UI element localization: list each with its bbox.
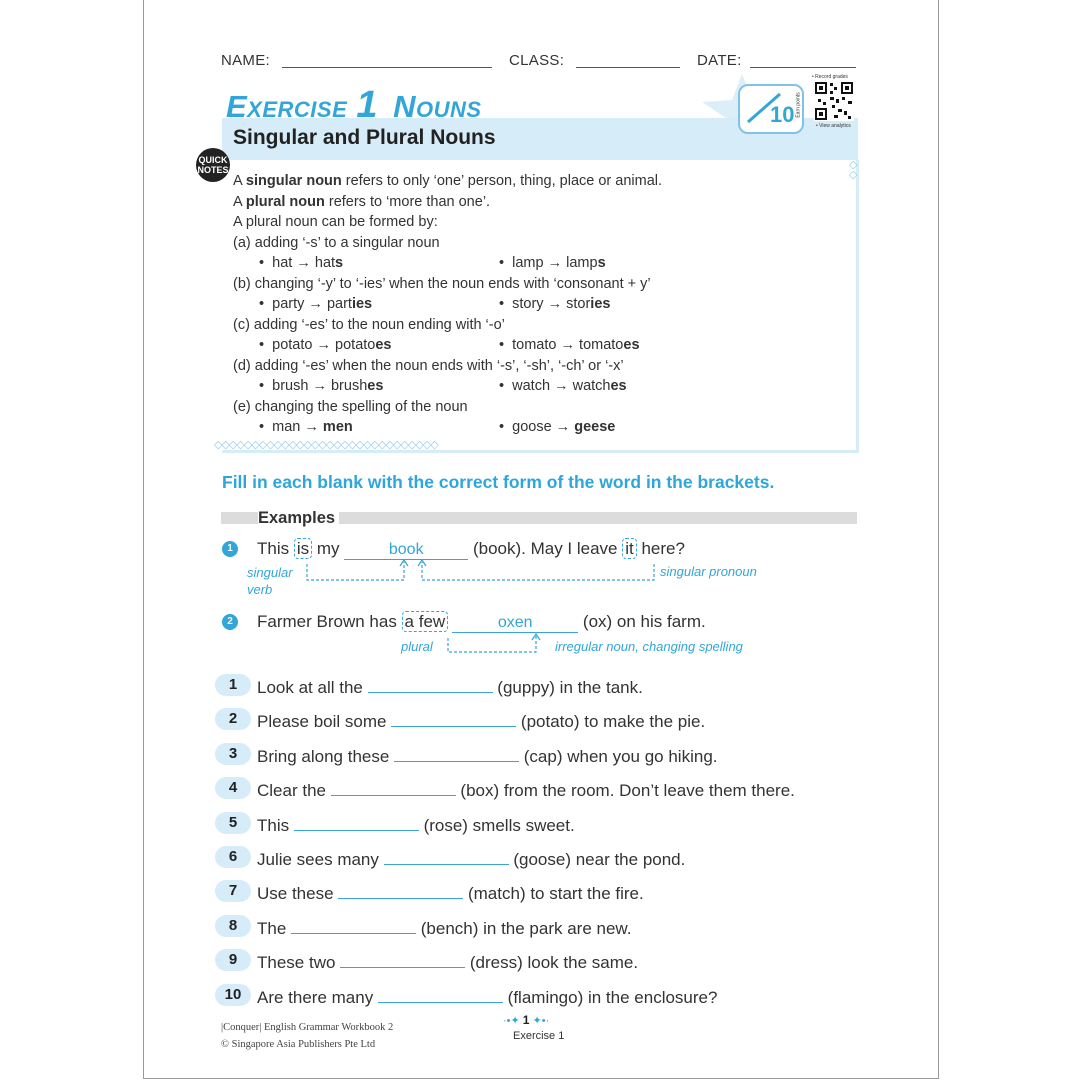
rule-label: (d) adding ‘-es’ when the noun ends with ‘-s’, ‘-sh’, ‘-ch’ or ‘-x’ [233, 357, 624, 374]
bullet-icon: • [259, 296, 273, 312]
example-answer: book [344, 541, 468, 560]
plural-example: • party → parties [259, 296, 373, 312]
answer-blank[interactable] [294, 813, 419, 831]
question-sentence: Are there many (flamingo) in the enclosure? [257, 985, 717, 1008]
question-number: 2 [215, 708, 251, 730]
question-number: 10 [215, 984, 251, 1006]
footer-copyright: © Singapore Asia Publishers Pte Ltd [221, 1039, 376, 1050]
bullet-icon: • [259, 337, 273, 353]
bullet-icon: • [259, 255, 273, 271]
plural-example: • watch → watches [499, 378, 627, 394]
answer-blank[interactable] [291, 916, 416, 934]
plural-example: • tomato → tomatoes [499, 337, 640, 353]
answer-blank[interactable] [338, 881, 463, 899]
arrow-icon: → [304, 296, 327, 312]
qr-code[interactable] [795, 74, 858, 130]
question-number: 4 [215, 777, 251, 799]
rule-examples [233, 417, 833, 438]
plural-example: • man → men [259, 419, 353, 435]
note-line: A plural noun can be formed by: [233, 214, 438, 230]
plural-example: • potato → potatoes [259, 337, 392, 353]
qr-caption-side: Earn points [795, 92, 802, 118]
note-line: A singular noun refers to only ‘one’ person, thing, place or animal. [233, 173, 663, 189]
rule-examples [233, 335, 833, 356]
bullet-icon: • [499, 255, 513, 271]
date-label: DATE: [697, 52, 742, 69]
name-label: NAME: [221, 52, 271, 69]
plural-example: • story → stories [499, 296, 611, 312]
plural-example: • lamp → lamps [499, 255, 606, 271]
diamond-border-bottom: ◇◇◇◇◇◇◇◇◇◇◇◇◇◇◇◇◇◇◇◇◇◇◇◇◇◇◇◇◇◇ [214, 439, 438, 451]
example-number: 1 [222, 541, 238, 557]
bullet-icon: • [499, 296, 513, 312]
arrow-icon: → [312, 337, 336, 353]
annotation-singular-verb: singular verb [247, 565, 293, 597]
rule-label: (c) adding ‘-es’ to the noun ending with ‘-o’ [233, 316, 505, 333]
arrow-icon: → [308, 378, 331, 394]
arrow-icon: → [292, 255, 315, 271]
qr-caption-bottom: • View analytics [816, 123, 851, 129]
arrow-icon: → [556, 337, 580, 353]
bullet-icon: • [499, 378, 513, 394]
answer-blank[interactable] [391, 709, 516, 727]
qr-caption-top: • Record grades [812, 74, 848, 80]
question-number: 5 [215, 812, 251, 834]
highlight-pronoun: it [622, 538, 637, 559]
quick-notes-badge-top: QUICK [198, 155, 228, 165]
example-2-bracket [440, 632, 550, 656]
page-number-row [503, 1013, 549, 1027]
rule-label: (b) changing ‘-y’ to ‘-ies’ when the noun ends with ‘consonant + y’ [233, 275, 651, 292]
answer-blank[interactable] [378, 985, 503, 1003]
footer-book-title: |Conquer| English Grammar Workbook 2 [221, 1022, 394, 1033]
class-label: CLASS: [509, 52, 565, 69]
plural-example: • brush → brushes [259, 378, 384, 394]
question-number: 8 [215, 915, 251, 937]
question-sentence: Clear the (box) from the room. Don’t leave them there. [257, 778, 795, 801]
question-number: 1 [215, 674, 251, 696]
question-number: 7 [215, 880, 251, 902]
qr-pattern-icon [814, 81, 854, 121]
question-sentence: Use these (match) to start the fire. [257, 881, 644, 904]
exercise-subtitle: Singular and Plural Nouns [233, 126, 496, 149]
example-answer: oxen [452, 614, 578, 633]
highlight-verb: is [294, 538, 312, 559]
rule-examples [233, 253, 833, 274]
class-field[interactable] [576, 67, 680, 68]
quick-notes-badge-bottom: NOTES [197, 165, 229, 175]
arrow-icon: → [543, 296, 567, 312]
question-sentence: The (bench) in the park are new. [257, 916, 632, 939]
arrow-icon: → [551, 419, 575, 435]
plural-example: • hat → hats [259, 255, 344, 271]
question-sentence: Julie sees many (goose) near the pond. [257, 847, 685, 870]
rule-examples [233, 294, 833, 315]
decor-right-icon: ✦•· [529, 1015, 550, 1027]
quick-notes [233, 171, 833, 438]
examples-rule [258, 521, 857, 523]
rule-label: (a) adding ‘-s’ to a singular noun [233, 234, 440, 251]
score-total: 10 [770, 102, 795, 127]
rules-list [233, 233, 833, 438]
decor-left-icon: ·•✦ [503, 1015, 523, 1027]
exercise-title [226, 84, 482, 127]
diamond-border-right: ◇ ◇ [849, 159, 857, 181]
question-number: 6 [215, 846, 251, 868]
rule-examples [233, 376, 833, 397]
question-sentence: Look at all the (guppy) in the tank. [257, 675, 643, 698]
answer-blank[interactable] [394, 744, 519, 762]
example-2-sentence: Farmer Brown has a few oxen (ox) on his farm. [257, 612, 706, 631]
examples-label: Examples [258, 509, 339, 528]
arrow-icon: → [543, 255, 567, 271]
question-sentence: Bring along these (cap) when you go hiking. [257, 744, 718, 767]
question-sentence: Please boil some (potato) to make the pie. [257, 709, 705, 732]
bullet-icon: • [499, 337, 513, 353]
example-1-brackets [300, 558, 660, 584]
note-line: A plural noun refers to ‘more than one’. [233, 193, 491, 210]
exercise-topic: Nouns [393, 89, 482, 124]
plural-example: • goose → geese [499, 419, 616, 435]
date-field[interactable] [750, 67, 856, 68]
instruction: Fill in each blank with the correct form of the word in the brackets. [222, 472, 775, 492]
name-field[interactable] [282, 67, 492, 68]
question-sentence: These two (dress) look the same. [257, 950, 638, 973]
example-1-sentence: This is my book (book). May I leave it here? [257, 539, 685, 558]
question-number: 3 [215, 743, 251, 765]
answer-blank[interactable] [340, 950, 465, 968]
score-box [738, 84, 804, 134]
bullet-icon: • [259, 419, 273, 435]
exercise-word: Exercise [226, 89, 348, 124]
question-sentence: This (rose) smells sweet. [257, 813, 575, 836]
exercise-number: 1 [356, 84, 379, 126]
rule-label: (e) changing the spelling of the noun [233, 398, 468, 415]
page-label: Exercise 1 [513, 1030, 565, 1042]
answer-blank[interactable] [368, 675, 493, 693]
question-number: 9 [215, 949, 251, 971]
highlight-quantifier: a few [402, 611, 449, 632]
example-number: 2 [222, 614, 238, 630]
arrow-icon: → [300, 419, 323, 435]
annotation-irregular: irregular noun, changing spelling [555, 639, 743, 654]
annotation-singular-pronoun: singular pronoun [660, 564, 757, 579]
arrow-icon: → [550, 378, 573, 394]
answer-blank[interactable] [384, 847, 509, 865]
annotation-plural: plural [401, 639, 433, 654]
answer-blank[interactable] [331, 778, 456, 796]
bullet-icon: • [499, 419, 513, 435]
page-number: 1 [522, 1013, 530, 1027]
bullet-icon: • [259, 378, 273, 394]
